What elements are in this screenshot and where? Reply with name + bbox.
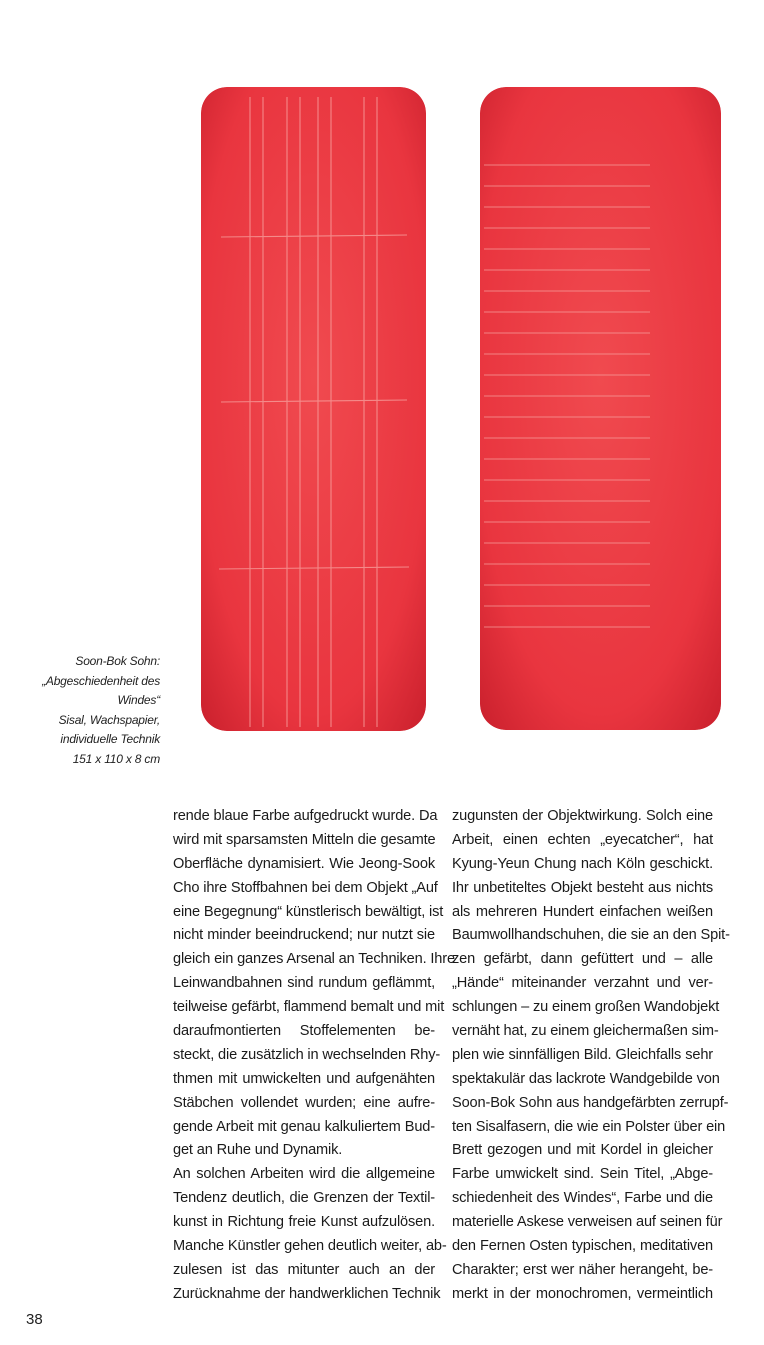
caption-title-line-2: Windes“ xyxy=(117,693,160,707)
text-line: „Hände“ miteinander verzahnt und ver- xyxy=(452,975,713,992)
text-line: Zurücknahme der handwerklichen Technik xyxy=(173,1285,441,1302)
artwork-panel-left xyxy=(201,87,426,731)
text-line: Kyung-Yeun Chung nach Köln geschickt. xyxy=(452,855,713,872)
artwork-caption xyxy=(18,652,160,769)
text-line: nicht minder beeindruckend; nur nutzt sie xyxy=(173,927,435,944)
text-line: schiedenheit des Windes“, Farbe und die xyxy=(452,1190,713,1207)
caption-materials: Sisal, Wachspapier, xyxy=(58,712,160,727)
text-line: kunst in Richtung freie Kunst aufzulösen. xyxy=(173,1214,435,1231)
artwork-panel-right xyxy=(480,87,721,730)
text-line: den Fernen Osten typischen, meditativen xyxy=(452,1238,713,1255)
text-line: Manche Künstler gehen deutlich weiter, ab- xyxy=(173,1238,447,1255)
caption-title-line-1: „Abgeschiedenheit des xyxy=(42,673,160,688)
text-line: Leinwandbahnen sind rundum geflämmt, xyxy=(173,975,435,992)
text-line: An solchen Arbeiten wird die allgemeine xyxy=(173,1166,435,1183)
text-line: merkt in der monochromen, vermeintlich xyxy=(452,1285,713,1302)
text-line: wird mit sparsamsten Mitteln die gesamte xyxy=(173,831,436,848)
text-line: teilweise gefärbt, flammend bemalt und mit xyxy=(173,999,445,1016)
text-line: Baumwollhandschuhen, die sie an den Spit- xyxy=(452,927,730,944)
text-line: rende blaue Farbe aufgedruckt wurde. Da xyxy=(173,808,438,824)
page-number: 38 xyxy=(26,1311,43,1328)
text-line: vernäht hat, zu einem gleichermaßen sim- xyxy=(452,1023,719,1040)
text-line: Charakter; erst wer näher herangeht, be- xyxy=(452,1261,713,1278)
text-line: daraufmontierten Stoffelementen be- xyxy=(173,1023,435,1040)
text-line: get an Ruhe und Dynamik. xyxy=(173,1142,343,1159)
text-line: Stäbchen vollendet wurden; eine aufre- xyxy=(173,1094,435,1111)
text-line: steckt, die zusätzlich in wechselnden Rhy- xyxy=(173,1046,441,1063)
text-column-right xyxy=(452,805,730,1307)
text-line: thmen mit umwickelten und aufgenähten xyxy=(173,1070,435,1087)
artwork-panel-right-graphic xyxy=(480,87,721,730)
caption-technique: individuelle Technik xyxy=(60,732,160,746)
text-line: als mehreren Hundert einfachen weißen xyxy=(452,903,713,920)
text-line: gende Arbeit mit genau kalkuliertem Bud- xyxy=(173,1118,435,1135)
text-line: Brett gezogen und mit Kordel in gleicher xyxy=(452,1142,713,1159)
text-line: plen wie sinnfälligen Bild. Gleichfalls sehr xyxy=(452,1046,713,1063)
text-line: ten Sisalfasern, die wie ein Polster über ein xyxy=(452,1118,726,1135)
caption-artist: Soon-Bok Sohn: xyxy=(75,654,160,668)
text-line: Farbe umwickelt sind. Sein Titel, „Abge- xyxy=(452,1166,713,1183)
text-line: zulesen ist das mitunter auch an der xyxy=(173,1261,435,1278)
text-column-left xyxy=(173,805,455,1307)
text-line: zen gefärbt, dann gefüttert und – alle xyxy=(452,951,713,968)
text-line: zugunsten der Objektwirkung. Solch eine xyxy=(452,808,713,824)
text-line: Arbeit, einen echten „eyecatcher“, hat xyxy=(452,831,713,848)
artwork-panel-left-graphic xyxy=(201,87,426,731)
text-line: spektakulär das lackrote Wandgebilde von xyxy=(452,1070,720,1087)
text-line: schlungen – zu einem großen Wandobjekt xyxy=(452,999,720,1016)
text-line: eine Begegnung“ künstlerisch bewältigt, ist xyxy=(173,903,444,920)
text-line: Cho ihre Stoffbahnen bei dem Objekt „Auf xyxy=(173,879,438,896)
caption-dimensions: 151 x 110 x 8 cm xyxy=(72,751,160,766)
text-line: gleich ein ganzes Arsenal an Techniken. Ihre xyxy=(173,951,455,968)
text-line: Soon-Bok Sohn aus handgefärbten zerrupf- xyxy=(452,1094,729,1111)
text-line: Tendenz deutlich, die Grenzen der Textil- xyxy=(173,1190,435,1207)
text-line: Oberfläche dynamisiert. Wie Jeong-Sook xyxy=(173,855,435,872)
text-line: Ihr unbetiteltes Objekt besteht aus nichts xyxy=(452,879,713,896)
text-line: materielle Askese verweisen auf seinen für xyxy=(452,1214,723,1231)
